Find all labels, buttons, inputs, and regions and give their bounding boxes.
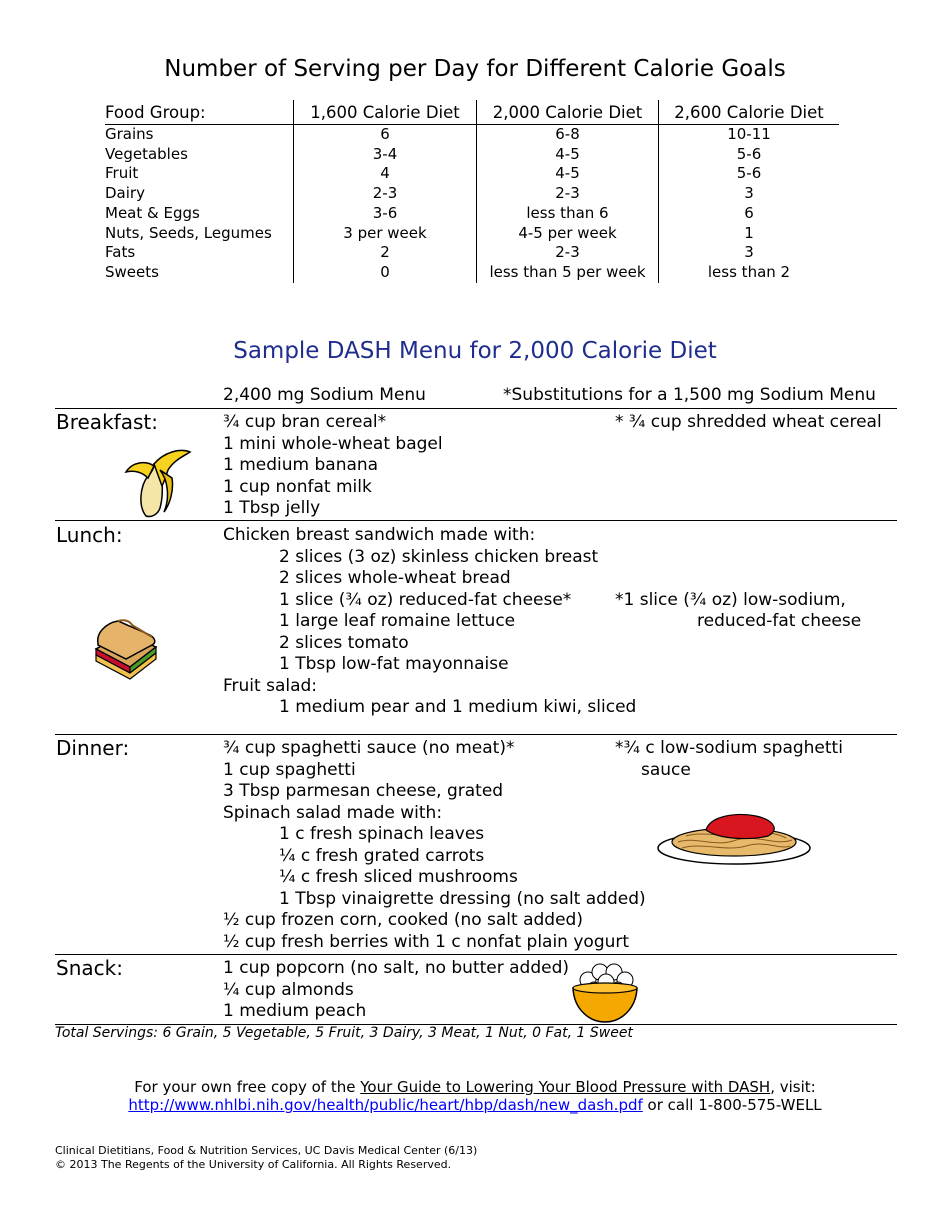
footer <box>0 1078 950 1114</box>
lunch-substitution-cont: reduced-fat cheese <box>697 611 862 631</box>
servings-table <box>105 100 839 283</box>
lunch-fruit-intro: Fruit salad: <box>223 675 318 696</box>
value-cell: 1 <box>659 224 840 244</box>
value-cell: 6 <box>294 125 477 145</box>
value-cell: less than 5 per week <box>477 263 659 283</box>
dinner-label: Dinner: <box>56 736 130 760</box>
value-cell: 5-6 <box>659 164 840 184</box>
total-servings: Total Servings: 6 Grain, 5 Vegetable, 5 Fruit, 3 Dairy, 3 Meat, 1 Nut, 0 Fat, 1 Sweet <box>55 1025 633 1041</box>
value-cell: 3 per week <box>294 224 477 244</box>
credit-line1: Clinical Dietitians, Food & Nutrition Services, UC Davis Medical Center (6/13) <box>55 1144 478 1157</box>
value-cell: 4-5 <box>477 145 659 165</box>
header-1600: 1,600 Calorie Diet <box>294 100 477 125</box>
popcorn-bowl-icon <box>570 960 640 1024</box>
divider <box>55 954 897 955</box>
breakfast-item: 1 medium banana <box>223 455 379 475</box>
table-row <box>105 125 839 145</box>
credit-line2: © 2013 The Regents of the University of California. All Rights Reserved. <box>55 1158 452 1171</box>
divider <box>55 520 897 521</box>
table-row <box>105 204 839 224</box>
snack-item: ¼ cup almonds <box>223 979 354 1000</box>
footer-phone: or call 1-800-575-WELL <box>642 1096 822 1114</box>
breakfast-label: Breakfast: <box>56 410 158 434</box>
snack-item: 1 cup popcorn (no salt, no butter added) <box>223 958 570 978</box>
dinner-item: 3 Tbsp parmesan cheese, grated <box>223 781 504 801</box>
value-cell: 2-3 <box>294 184 477 204</box>
food-group-cell: Dairy <box>105 184 145 203</box>
food-group-cell: Sweets <box>105 262 159 281</box>
snack-item: 1 medium peach <box>223 1001 367 1021</box>
dinner-item: ½ cup frozen corn, cooked (no salt added) <box>223 910 583 930</box>
dinner-item: ¾ cup spaghetti sauce (no meat)* <box>223 738 515 758</box>
value-cell: 4-5 per week <box>477 224 659 244</box>
table-row <box>105 243 839 263</box>
guide-link[interactable]: Your Guide to Lowering Your Blood Pressure with DASH <box>360 1078 771 1096</box>
table-row <box>105 224 839 244</box>
value-cell: 2 <box>294 243 477 263</box>
lunch-item: 2 slices tomato <box>279 632 409 653</box>
value-cell: 6 <box>659 204 840 224</box>
value-cell: 5-6 <box>659 145 840 165</box>
food-group-cell: Fruit <box>105 164 139 183</box>
value-cell: 6-8 <box>477 125 659 145</box>
footer-line1 <box>0 1078 950 1096</box>
table-row <box>105 184 839 204</box>
food-group-cell: Vegetables <box>105 144 188 163</box>
breakfast-item: 1 Tbsp jelly <box>223 498 321 518</box>
header-2000: 2,000 Calorie Diet <box>477 100 659 125</box>
value-cell: 3-6 <box>294 204 477 224</box>
header-food-group: Food Group: <box>105 100 294 125</box>
dinner-item: 1 cup spaghetti <box>223 759 356 780</box>
food-group-cell: Nuts, Seeds, Legumes <box>105 223 272 242</box>
value-cell: 3 <box>659 184 840 204</box>
lunch-intro: Chicken breast sandwich made with: <box>223 525 536 545</box>
breakfast-item: 1 cup nonfat milk <box>223 476 372 497</box>
food-group-cell: Meat & Eggs <box>105 203 200 222</box>
value-cell: 10-11 <box>659 125 840 145</box>
credits <box>55 1144 477 1172</box>
footer-line2 <box>0 1096 950 1114</box>
lunch-label: Lunch: <box>56 523 123 547</box>
sandwich-icon <box>90 615 162 685</box>
header-2600: 2,600 Calorie Diet <box>659 100 840 125</box>
value-cell: less than 2 <box>659 263 840 283</box>
divider <box>55 408 897 409</box>
dinner-salad-item: ¼ c fresh grated carrots <box>279 845 485 866</box>
value-cell: less than 6 <box>477 204 659 224</box>
menu-title: Sample DASH Menu for 2,000 Calorie Diet <box>233 338 717 364</box>
value-cell: 3 <box>659 243 840 263</box>
menu-col-2400: 2,400 mg Sodium Menu <box>223 385 426 405</box>
value-cell: 4 <box>294 164 477 184</box>
dinner-salad-item: ¼ c fresh sliced mushrooms <box>279 867 518 887</box>
dinner-salad-item: 1 c fresh spinach leaves <box>279 824 485 844</box>
value-cell: 4-5 <box>477 164 659 184</box>
dinner-item: Spinach salad made with: <box>223 802 443 823</box>
banana-icon <box>124 446 196 518</box>
value-cell: 3-4 <box>294 145 477 165</box>
breakfast-substitution: * ¾ cup shredded wheat cereal <box>615 412 882 432</box>
spaghetti-icon <box>656 808 812 868</box>
dinner-substitution-cont: sauce <box>641 759 691 780</box>
table-row <box>105 145 839 165</box>
table-row <box>105 164 839 184</box>
food-group-cell: Grains <box>105 125 154 143</box>
lunch-item: 1 slice (¾ oz) reduced-fat cheese* <box>279 589 572 610</box>
dinner-item: ½ cup fresh berries with 1 c nonfat plain yogurt <box>223 931 630 952</box>
lunch-substitution: *1 slice (¾ oz) low-sodium, <box>615 589 846 610</box>
table-row <box>105 263 839 283</box>
footer-pre: For your own free copy of the <box>134 1078 361 1096</box>
food-group-cell: Fats <box>105 243 136 262</box>
lunch-item: 1 Tbsp low-fat mayonnaise <box>279 654 509 674</box>
snack-label: Snack: <box>56 956 123 980</box>
dash-pdf-link[interactable]: http://www.nhlbi.nih.gov/health/public/heart/hbp/dash/new_dash.pdf <box>128 1096 643 1114</box>
dinner-substitution: *¾ c low-sodium spaghetti <box>615 738 843 758</box>
servings-title: Number of Serving per Day for Different Calorie Goals <box>164 56 786 82</box>
lunch-item: 2 slices whole-wheat bread <box>279 568 511 588</box>
lunch-fruit: 1 medium pear and 1 medium kiwi, sliced <box>279 697 637 717</box>
value-cell: 2-3 <box>477 243 659 263</box>
value-cell: 0 <box>294 263 477 283</box>
breakfast-item: 1 mini whole-wheat bagel <box>223 433 443 454</box>
lunch-item: 1 large leaf romaine lettuce <box>279 611 516 631</box>
menu-col-1500: *Substitutions for a 1,500 mg Sodium Menu <box>503 385 876 405</box>
dinner-salad-item: 1 Tbsp vinaigrette dressing (no salt added) <box>279 888 646 909</box>
value-cell: 2-3 <box>477 184 659 204</box>
lunch-item: 2 slices (3 oz) skinless chicken breast <box>279 546 599 567</box>
divider <box>55 734 897 735</box>
breakfast-item: ¾ cup bran cereal* <box>223 412 387 432</box>
servings-header-row <box>105 100 839 125</box>
footer-post: , visit: <box>770 1078 816 1096</box>
